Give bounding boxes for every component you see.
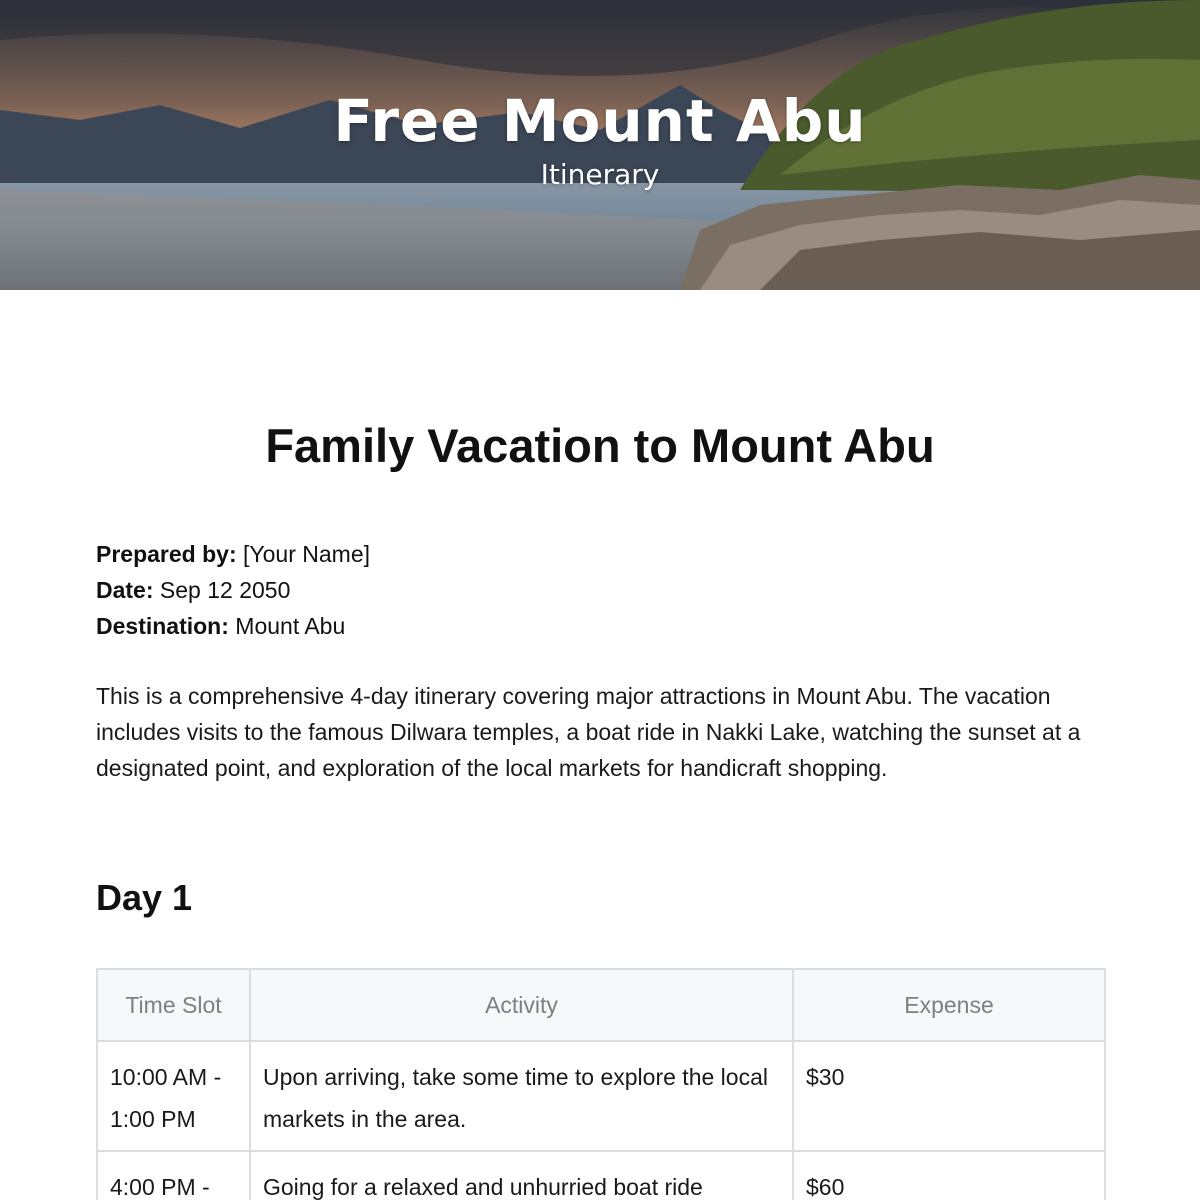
page-title: Family Vacation to Mount Abu [265,419,935,472]
cell-expense: $30 [793,1041,1105,1151]
meta-prepared-by [96,536,370,572]
meta-label: Prepared by: [96,541,237,567]
table-row [97,1041,1105,1151]
meta-value: [Your Name] [243,541,370,567]
meta-label: Destination: [96,613,229,639]
cell-activity: Upon arriving, take some time to explore the local markets in the area. [250,1041,793,1151]
meta-destination [96,608,370,644]
day-heading: Day 1 [96,877,193,918]
banner-title: Free Mount Abu [333,87,867,155]
column-header-activity: Activity [250,969,793,1041]
meta-value: Sep 12 2050 [159,577,291,603]
cell-time-slot: 10:00 AM - 1:00 PM [97,1041,250,1151]
cell-time-slot: 4:00 PM - [97,1151,250,1200]
header-banner [0,0,1200,290]
document-meta [96,536,370,644]
table-row [97,1151,1105,1200]
column-header-expense: Expense [793,969,1105,1041]
banner-subtitle: Itinerary [540,158,660,191]
itinerary-table [96,968,1106,1200]
meta-label: Date: [96,577,154,603]
cell-expense: $60 [793,1151,1105,1200]
column-header-time-slot: Time Slot [97,969,250,1041]
cell-activity: Going for a relaxed and unhurried boat ride [250,1151,793,1200]
meta-value: Mount Abu [235,613,346,639]
table-header-row [97,969,1105,1041]
itinerary-table-container [96,968,1104,1200]
summary-paragraph: This is a comprehensive 4-day itinerary covering major attractions in Mount Abu. The vacation includes visits to the famous Dilwara temples, a boat ride in Nakki Lake, watching the sunset at a designated point, and exploration of the local markets for handicraft shopping. [96,683,1081,781]
meta-date [96,572,370,608]
